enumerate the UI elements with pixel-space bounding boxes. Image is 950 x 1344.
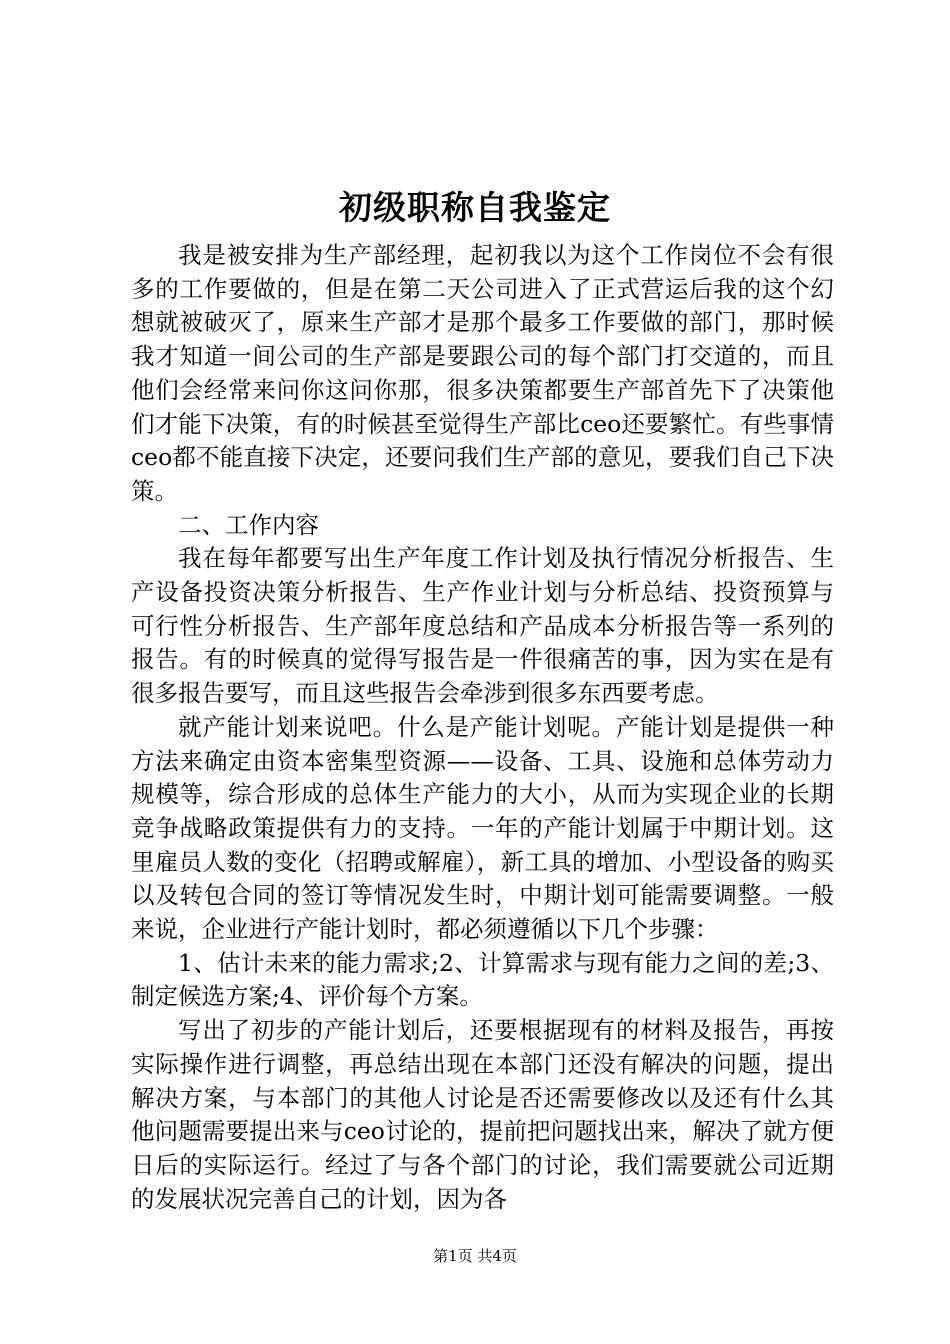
section-heading-work-content: 二、工作内容 [178,510,319,539]
document-title: 初级职称自我鉴定 [339,188,611,227]
document-body [131,239,834,1216]
paragraph-steps: 1、估计未来的能力需求;2、计算需求与现有能力之间的差;3、制定候选方案;4、评价每个方案。 [131,948,834,1011]
paragraph-capacity-planning: 就产能计划来说吧。什么是产能计划呢。产能计划是提供一种方法来确定由资本密集型资源——设备、工具、设施和总体劳动力规模等，综合形成的总体生产能力的大小，从而为实现企业的长期竞争战略政策提供有力的支持。一年的产能计划属于中期计划。这里雇员人数的变化（招聘或解雇），新工具的增加、小型设备的购买以及转包合同的签订等情况发生时，中期计划可能需要调整。一般来说，企业进行产能计划时，都必须遵循以下几个步骤： [131,712,834,944]
paragraph-adjustment: 写出了初步的产能计划后，还要根据现有的材料及报告，再按实际操作进行调整，再总结出现在本部门还没有解决的问题，提出解决方案，与本部门的其他人讨论是否还需要修改以及还有什么其他问题需要提出来与ceo讨论的，提前把问题找出来，解决了就方便日后的实际运行。经过了与各个部门的讨论，我们需要就公司近期的发展状况完善自己的计划，因为各 [131,1016,834,1213]
paragraph-intro: 我是被安排为生产部经理，起初我以为这个工作岗位不会有很多的工作要做的，但是在第二天公司进入了正式营运后我的这个幻想就被破灭了，原来生产部才是那个最多工作要做的部门，那时候我才知道一间公司的生产部是要跟公司的每个部门打交道的，而且他们会经常来问你这问你那，很多决策都要生产部首先下了决策他们才能下决策，有的时候甚至觉得生产部比ceo还要繁忙。有些事情ceo都不能直接下决定，还要问我们生产部的意见，要我们自己下决策。 [131,241,834,505]
paragraph-reports: 我在每年都要写出生产年度工作计划及执行情况分析报告、生产设备投资决策分析报告、生产作业计划与分析总结、投资预算与可行性分析报告、生产部年度总结和产品成本分析报告等一系列的报告。有的时候真的觉得写报告是一件很痛苦的事，因为实在是有很多报告要写，而且这些报告会牵涉到很多东西要考虑。 [131,544,834,708]
page-footer: 第1页 共4页 [433,1247,517,1265]
